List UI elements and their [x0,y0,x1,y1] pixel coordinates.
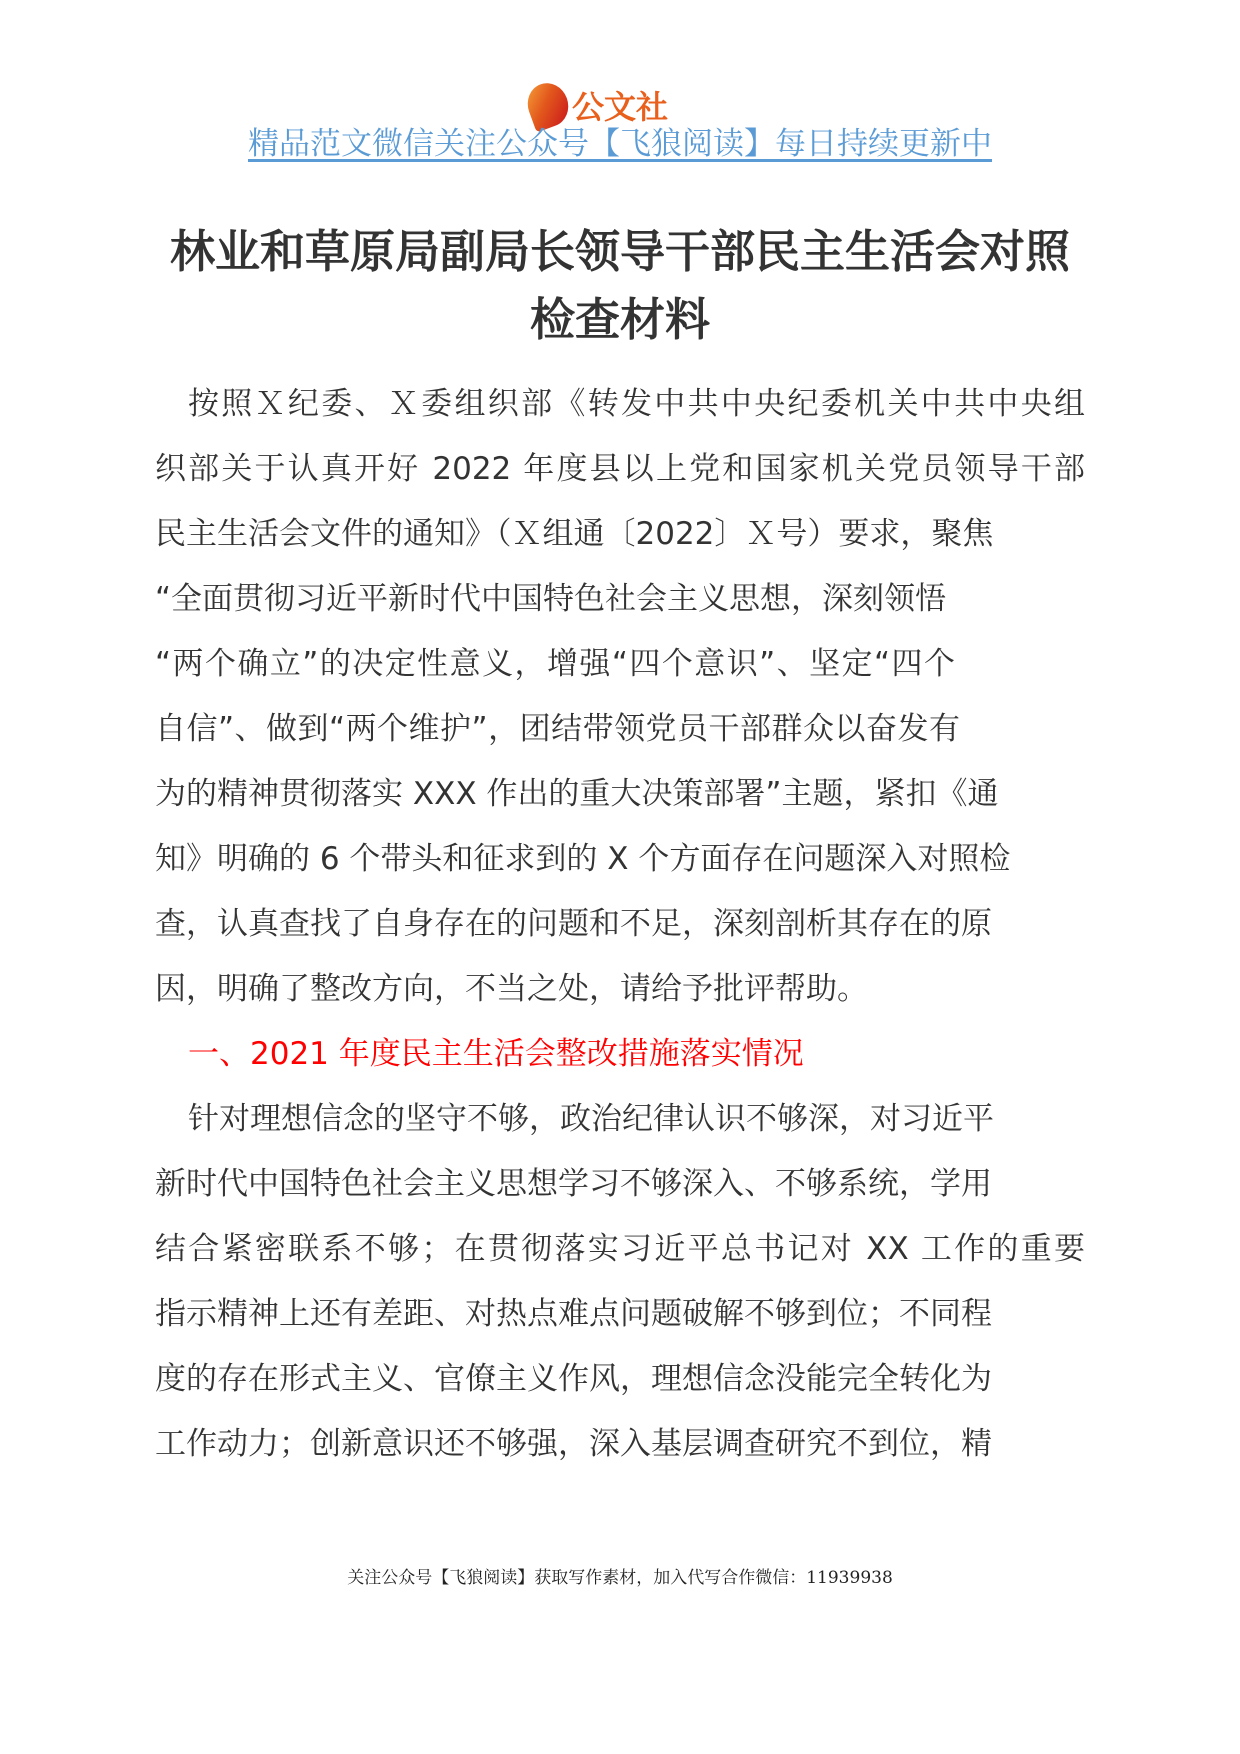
footer-note: 关注公众号【飞狼阅读】获取写作素材，加入代写合作微信：11939938 [347,1568,893,1588]
document-body [155,372,1085,1477]
logo-text: 公文社 [572,88,669,126]
paragraph-line: 查，认真查找了自身存在的问题和不足，深刻剖析其存在的原 [155,906,992,942]
header-banner [0,118,1240,163]
title-line: 检查材料 [529,293,710,346]
paragraph-line: 结合紧密联系不够；在贯彻落实习近平总书记对 XX 工作的重要 [155,1231,1085,1267]
title-line: 林业和草原局副局长领导干部民主生活会对照 [169,225,1070,278]
document-title [0,218,1240,354]
paragraph-line: 为的精神贯彻落实 XXX 作出的重大决策部署”主题，紧扣《通 [155,776,999,812]
header-link[interactable]: 精品范文微信关注公众号【飞狼阅读】每日持续更新中 [248,126,992,162]
paragraph-line: 因，明确了整改方向，不当之处，请给予批评帮助。 [155,971,868,1007]
section-heading: 一、2021 年度民主生活会整改措施落实情况 [188,1036,804,1072]
paragraph-line: 工作动力；创新意识还不够强，深入基层调查研究不到位，精 [155,1426,992,1462]
paragraph-line: “两个确立”的决定性意义，增强“四个意识”、坚定“四个 [155,646,955,682]
paragraph-line: 知》明确的 6 个带头和征求到的 X 个方面存在问题深入对照检 [155,841,1011,877]
paragraph-line: 新时代中国特色社会主义思想学习不够深入、不够系统，学用 [155,1166,992,1202]
paragraph-line: 指示精神上还有差距、对热点难点问题破解不够到位；不同程 [155,1296,992,1332]
paragraph-line: 按照Ｘ纪委、Ｘ委组织部《转发中共中央纪委机关中共中央组 [188,386,1085,422]
paragraph-line: 织部关于认真开好 2022 年度县以上党和国家机关党员领导干部 [155,451,1085,487]
paragraph-line: “全面贯彻习近平新时代中国特色社会主义思想，深刻领悟 [155,581,947,617]
paragraph-line: 度的存在形式主义、官僚主义作风，理想信念没能完全转化为 [155,1361,992,1397]
paragraph-line: 针对理想信念的坚守不够，政治纪律认识不够深，对习近平 [188,1101,994,1137]
paragraph-line: 自信”、做到“两个维护”，团结带领党员干部群众以奋发有 [155,711,960,747]
paragraph-line: 民主生活会文件的通知》（Ｘ组通〔2022〕Ｘ号）要求，聚焦 [155,516,994,552]
